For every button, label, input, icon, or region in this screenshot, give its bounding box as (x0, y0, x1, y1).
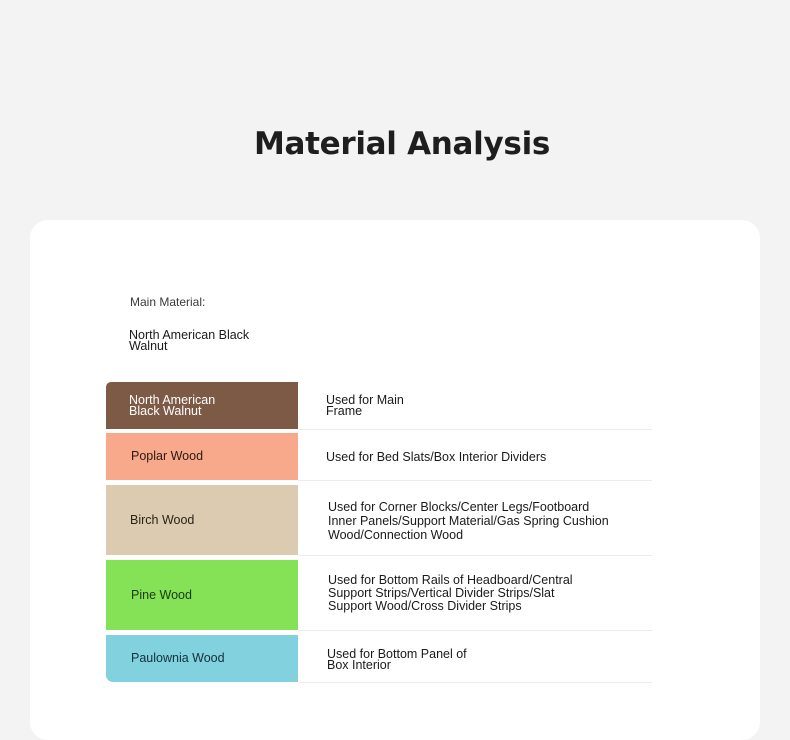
material-swatch-poplar (106, 433, 298, 480)
material-swatch-pine (106, 560, 298, 630)
row-divider (298, 480, 652, 481)
material-use: Used for Main Frame (326, 393, 404, 418)
material-name: Birch Wood (130, 512, 195, 527)
main-material-value: North American Black Walnut (129, 328, 250, 353)
material-name: North American Black Walnut (129, 392, 216, 418)
material-use: Used for Corner Blocks/Center Legs/Footboard Inner Panels/Support Material/Gas Spring Cushion Wood/Connection Wood (328, 500, 609, 542)
material-use: Used for Bed Slats/Box Interior Dividers (326, 450, 547, 464)
material-swatch-birch (106, 485, 298, 555)
material-name: Poplar Wood (131, 449, 204, 463)
main-material-label: Main Material: (130, 295, 206, 309)
row-divider (298, 682, 652, 683)
material-swatch-walnut (106, 382, 298, 429)
material-use: Used for Bottom Panel of Box Interior (327, 647, 467, 672)
row-divider (298, 630, 652, 631)
row-divider (298, 429, 652, 430)
page-title: Material Analysis (253, 126, 551, 162)
material-use: Used for Bottom Rails of Headboard/Central Support Strips/Vertical Divider Strips/Slat Support Wood/Cross Divider Strips (328, 573, 573, 613)
material-swatch-paulownia (106, 635, 298, 682)
row-divider (298, 555, 652, 556)
material-name: Pine Wood (131, 587, 192, 602)
material-name: Paulownia Wood (131, 651, 225, 665)
